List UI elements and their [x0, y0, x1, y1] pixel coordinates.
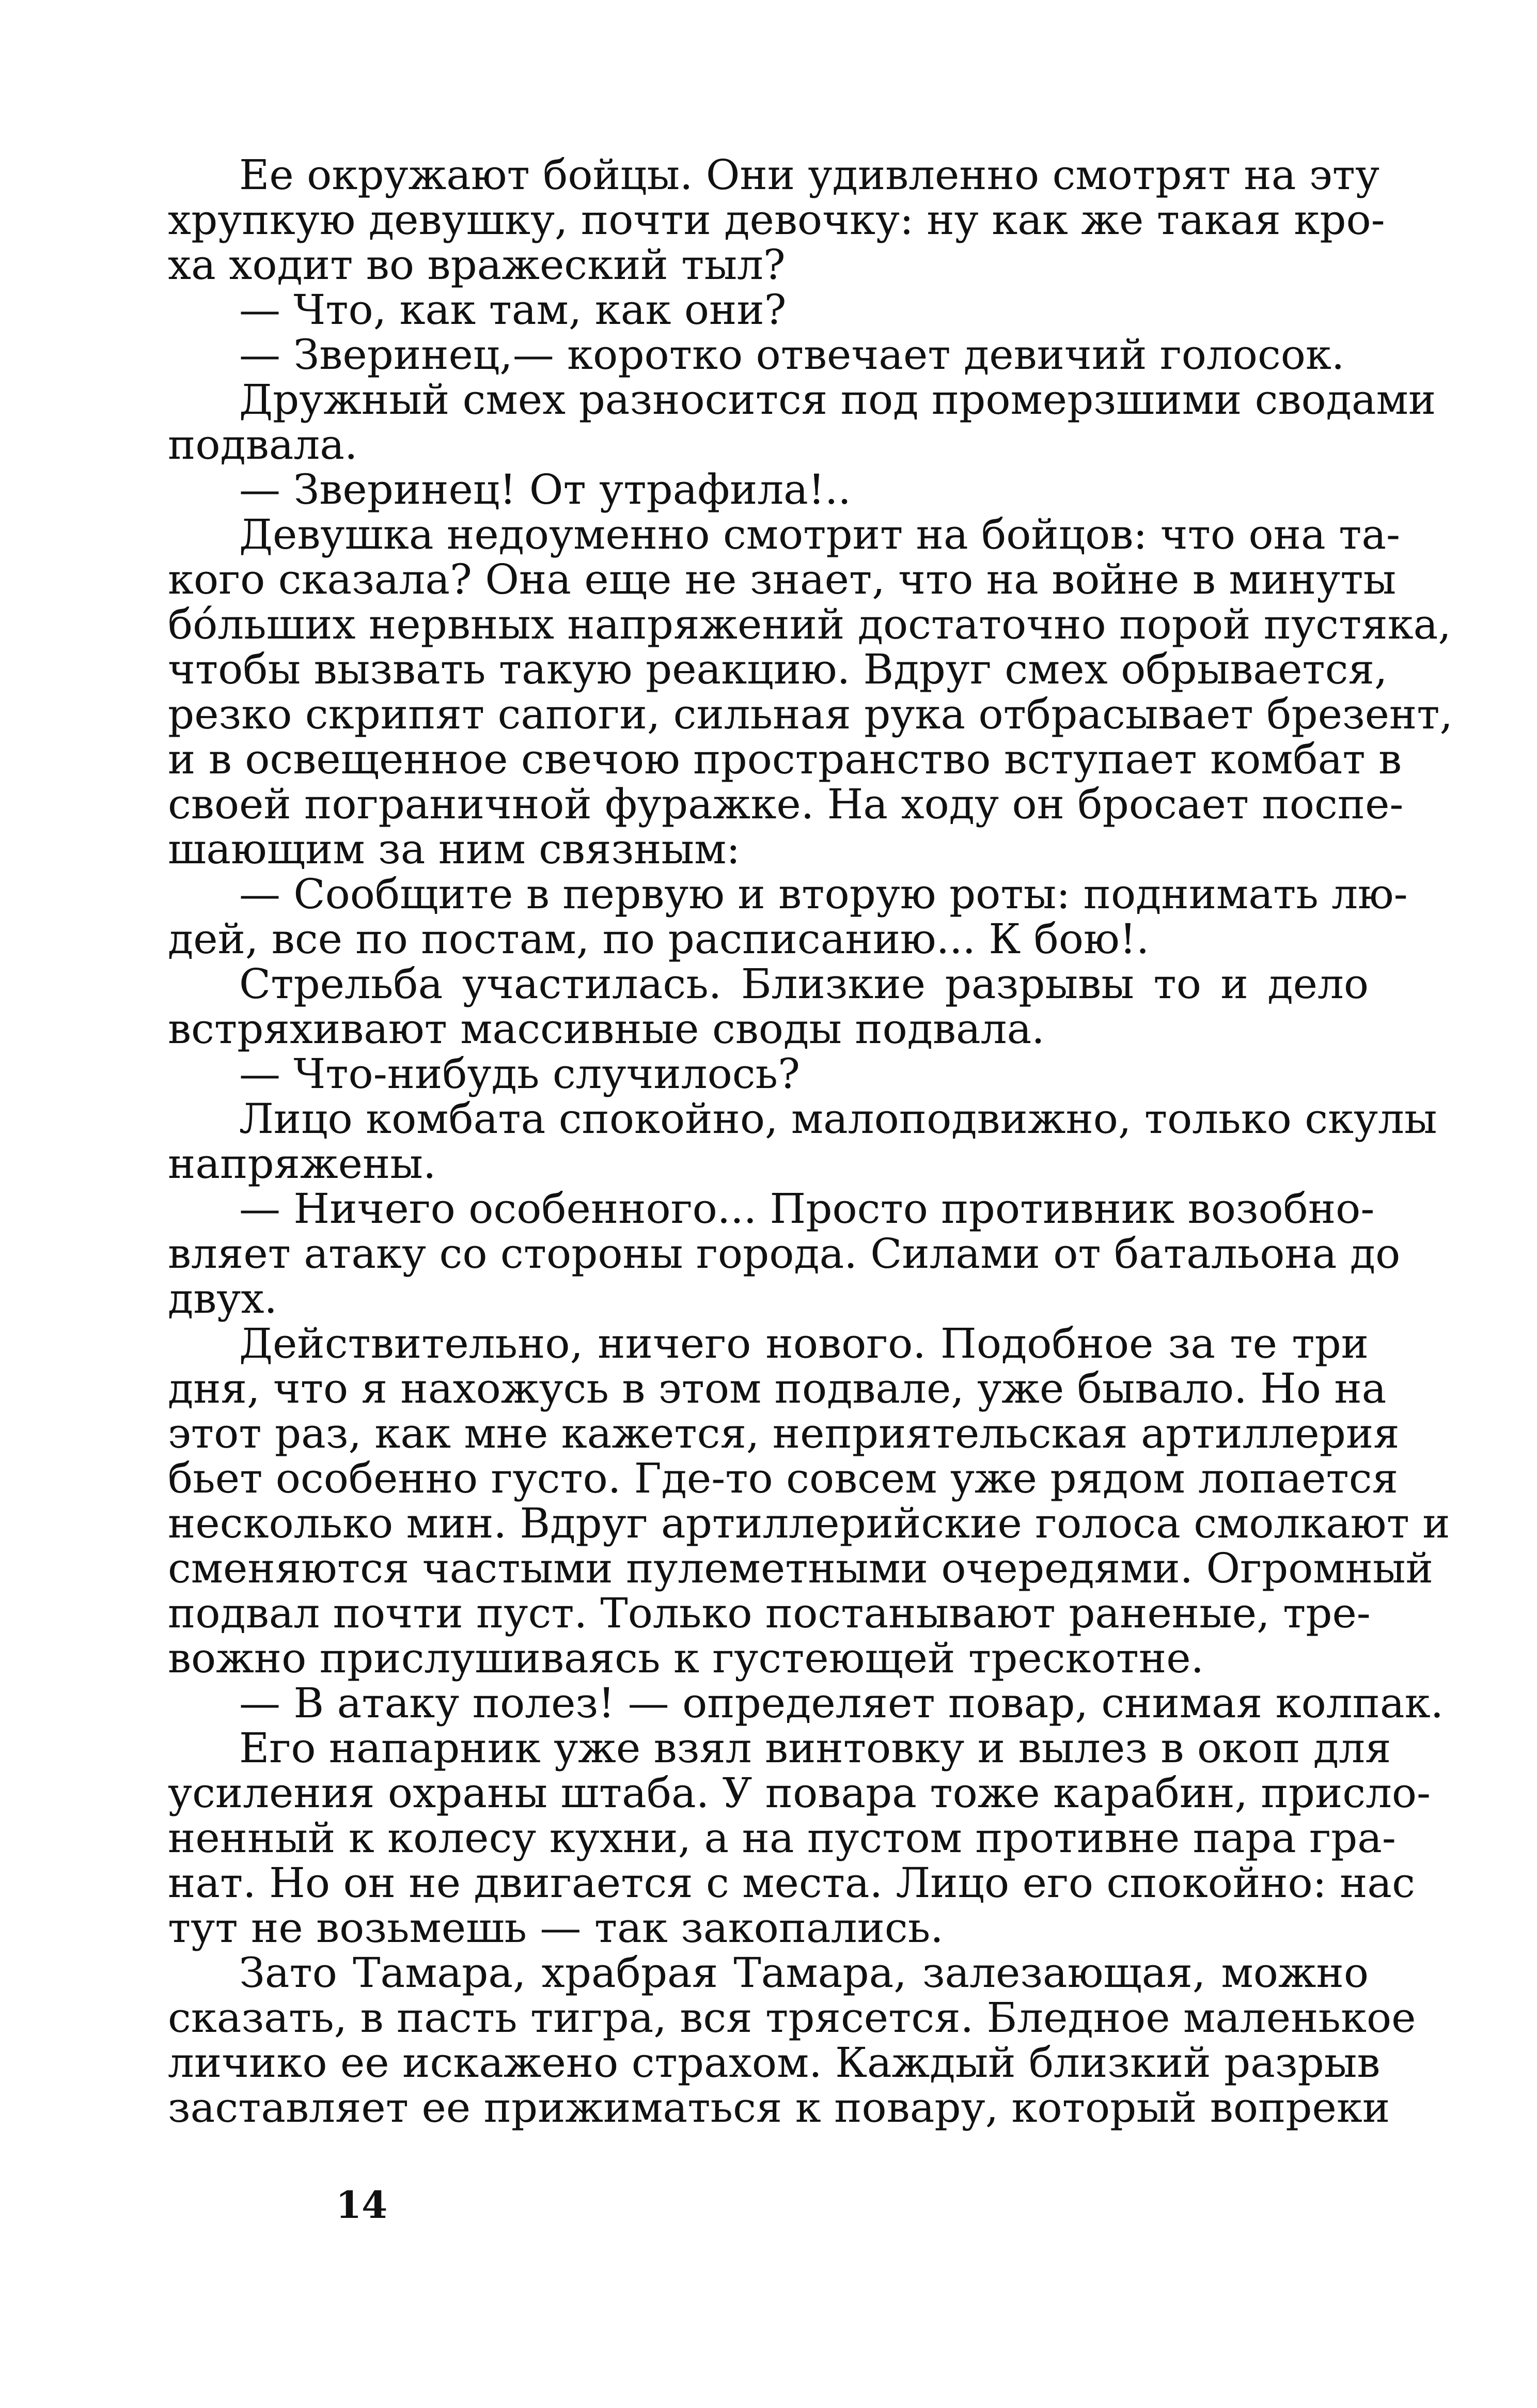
text-line: шающим за ним связным:	[168, 825, 741, 873]
text-line: Лицо комбата спокойно, малоподвижно, только скулы	[239, 1095, 1437, 1143]
text-line: своей пограничной фуражке. На ходу он бросает поспе-	[168, 780, 1404, 828]
text-line: Действительно, ничего нового. Подобное за те три	[239, 1319, 1369, 1368]
text-line: — Сообщите в первую и вторую роты: поднимать лю-	[239, 870, 1408, 918]
text-line: кого сказала? Она еще не знает, что на войне в минуты	[168, 555, 1397, 603]
text-line: ха ходит во вражеский тыл?	[168, 241, 786, 289]
text-line: усиления охраны штаба. У повара тоже карабин, присло-	[168, 1769, 1431, 1817]
text-line: дей, все по постам, по расписанию... К бою!.	[168, 915, 1150, 963]
text-line: хрупкую девушку, почти девочку: ну как же такая кро-	[168, 196, 1385, 244]
text-line: подвал почти пуст. Только постанывают раненые, тре-	[168, 1589, 1371, 1637]
text-line: — В атаку полез! — определяет повар, снимая колпак.	[239, 1679, 1444, 1727]
text-line: резко скрипят сапоги, сильная рука отбрасывает брезент,	[168, 690, 1453, 738]
text-line: — Ничего особенного... Просто противник возобно-	[239, 1185, 1375, 1233]
text-line: этот раз, как мне кажется, неприятельская артиллерия	[168, 1409, 1400, 1457]
text-line: вляет атаку со стороны города. Силами от батальона до	[168, 1230, 1401, 1278]
text-line: бо́льших нервных напряжений достаточно порой пустяка,	[168, 600, 1451, 648]
text-line: сказать, в пасть тигра, вся трясется. Бледное маленькое	[168, 1994, 1416, 2042]
text-line: тут не возьмешь — так закопались.	[168, 1904, 944, 1952]
text-line: сменяются частыми пулеметными очередями. Огромный	[168, 1544, 1433, 1592]
text-line: напряжены.	[168, 1140, 436, 1188]
page-number: 14	[336, 2183, 388, 2227]
text-line: чтобы вызвать такую реакцию. Вдруг смех обрывается,	[168, 645, 1388, 693]
text-line: Дружный смех разносится под промерзшими сводами	[239, 376, 1436, 424]
text-line: Стрельба участилась. Близкие разрывы то и дело	[239, 960, 1369, 1008]
text-line: двух.	[168, 1275, 277, 1323]
text-line: — Зверинец,— коротко отвечает девичий голосок.	[239, 331, 1345, 379]
text-line: — Что, как там, как они?	[239, 286, 787, 334]
text-line: нат. Но он не двигается с места. Лицо его спокойно: нас	[168, 1859, 1415, 1907]
text-line: дня, что я нахожусь в этом подвале, уже бывало. Но на	[168, 1364, 1387, 1412]
text-line: подвала.	[168, 421, 358, 469]
text-line: Зато Тамара, храбрая Тамара, залезающая, можно	[239, 1949, 1369, 1997]
body-text	[168, 151, 1453, 2132]
text-line: несколько мин. Вдруг артиллерийские голоса смолкают и	[168, 1499, 1450, 1547]
text-line: Его напарник уже взял винтовку и вылез в окоп для	[239, 1724, 1391, 1772]
text-line: Девушка недоуменно смотрит на бойцов: что она та-	[239, 510, 1401, 558]
text-line: — Зверинец! От утрафила!..	[239, 465, 851, 514]
text-line: и в освещенное свечою пространство вступает комбат в	[168, 735, 1402, 783]
text-line: заставляет ее прижиматься к повару, который вопреки	[168, 2084, 1390, 2132]
text-line: — Что-нибудь случилось?	[239, 1050, 800, 1098]
text-line: ненный к колесу кухни, а на пустом противне пара гра-	[168, 1814, 1396, 1862]
text-line: вожно прислушиваясь к густеющей трескотне.	[168, 1634, 1204, 1682]
text-line: личико ее искажено страхом. Каждый близкий разрыв	[168, 2039, 1381, 2087]
text-line: бьет особенно густо. Где-то совсем уже рядом лопается	[168, 1454, 1399, 1502]
text-line: встряхивают массивные своды подвала.	[168, 1005, 1045, 1053]
text-line: Ее окружают бойцы. Они удивленно смотрят на эту	[239, 151, 1380, 199]
